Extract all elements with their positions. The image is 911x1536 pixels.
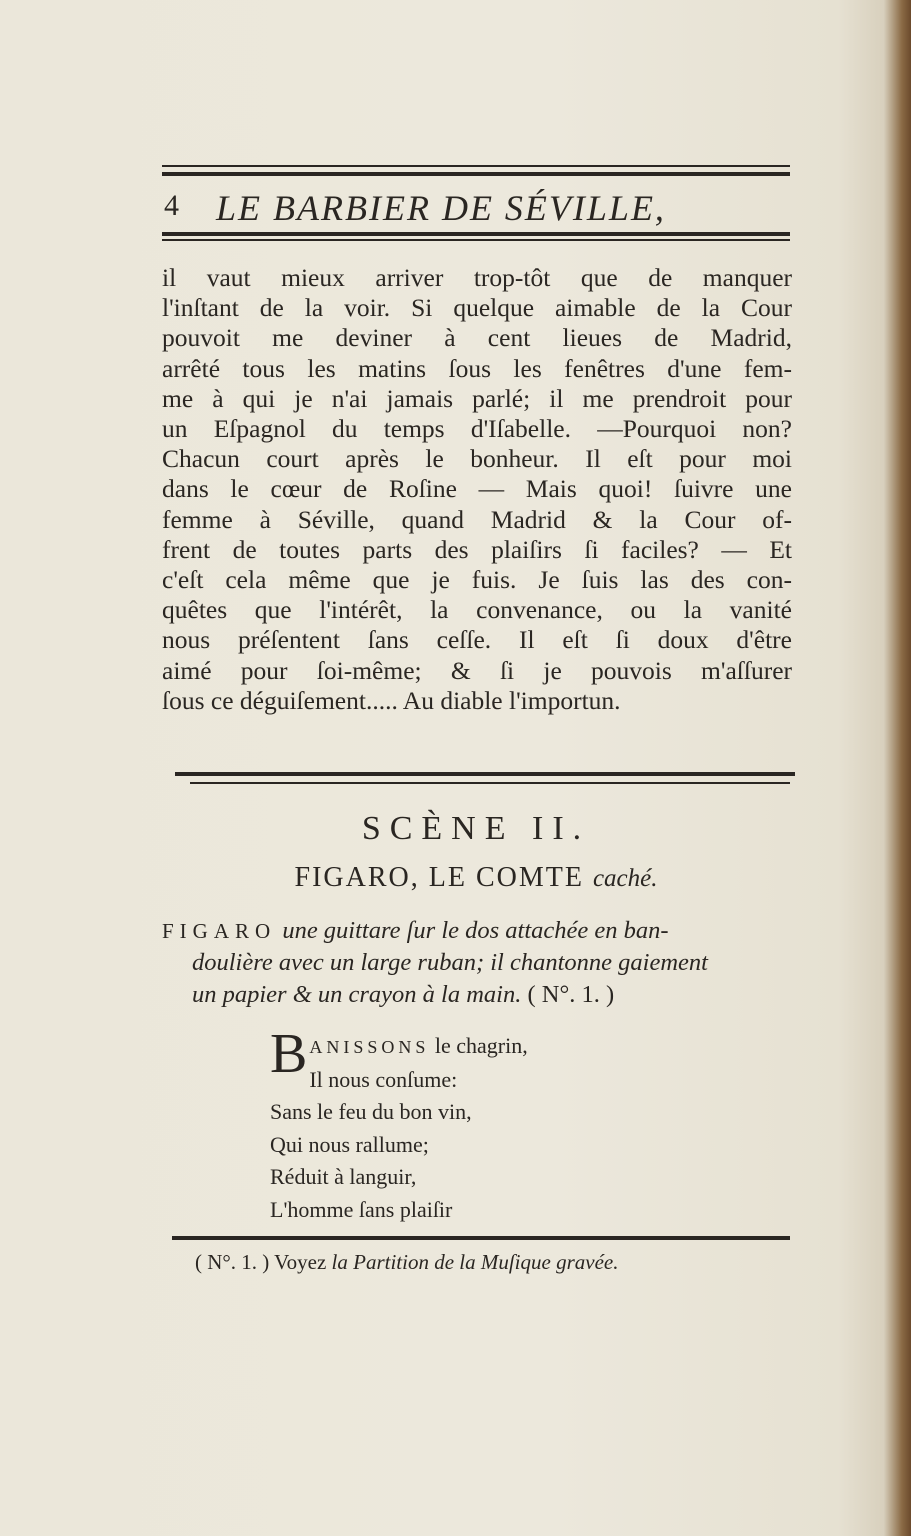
prose-line: l'inſtant de la voir. Si quelque aimable de la Cour <box>162 293 792 323</box>
characters-note: caché. <box>592 865 658 892</box>
song-verse: L'homme ſans plaiſir <box>270 1196 453 1222</box>
header-rule-bottom-thin <box>162 239 790 241</box>
characters-names: FIGARO, LE COMTE <box>294 862 584 893</box>
prose-line: un Eſpagnol du temps d'Iſabelle. —Pourquoi non? <box>162 414 792 444</box>
speaker-name: FIGARO <box>162 919 277 943</box>
running-head <box>162 183 790 233</box>
header-rule-top <box>162 165 790 167</box>
prose-line: quêtes que l'intérêt, la convenance, ou la vanité <box>162 595 792 625</box>
prose-line: frent de toutes parts des plaiſirs ſi faciles? — Et <box>162 534 792 564</box>
prose-line: ſous ce déguiſement..... Au diable l'importun. <box>162 685 621 715</box>
direction-text: un papier & un crayon à la main. <box>192 981 522 1008</box>
footnote <box>195 1250 795 1275</box>
scene-rule-thin <box>190 782 790 784</box>
drop-cap: B <box>270 1023 308 1085</box>
stage-direction-line: doulière avec un large ruban; il chantonne gaiement <box>192 949 708 976</box>
header-rule-bottom <box>162 232 790 236</box>
music-reference: ( N°. 1. ) <box>527 981 615 1008</box>
prose-line: me à qui je n'ai jamais parlé; il me prendroit pour <box>162 383 792 413</box>
stage-direction <box>162 915 792 1011</box>
prose-line: Chacun court après le bonheur. Il eſt pour moi <box>162 444 792 474</box>
direction-text: une guittare ſur le dos attachée en ban- <box>282 917 669 944</box>
running-title: LE BARBIER DE SÉVILLE, <box>216 188 666 228</box>
song-verses <box>270 1023 630 1226</box>
prose-paragraph <box>162 263 792 716</box>
footnote-ref: ( N°. 1. ) Voyez <box>195 1250 327 1274</box>
prose-line: il vaut mieux arriver trop-tôt que de manquer <box>162 263 792 292</box>
footnote-text: la Partition de la Muſique gravée. <box>331 1250 619 1274</box>
prose-line: aimé pour ſoi-même; & ſi je pouvois m'aſſurer <box>162 655 792 685</box>
song-verse: Il nous conſume: <box>309 1066 458 1092</box>
header-rule-top-thick <box>162 172 790 176</box>
scene-characters <box>162 862 790 894</box>
scene-rule-thick <box>175 772 795 776</box>
song-first-rest: le chagrin, <box>434 1033 528 1058</box>
prose-line: nous préſentent ſans ceſſe. Il eſt ſi doux d'être <box>162 625 792 655</box>
song-lead-word: ANISSONS <box>309 1037 430 1057</box>
song-verse: Qui nous rallume; <box>270 1131 429 1157</box>
footnote-rule <box>172 1236 790 1240</box>
scene-title: SCÈNE II. <box>361 810 591 847</box>
page-number: 4 <box>164 189 179 222</box>
song-verse: Réduit à languir, <box>270 1164 417 1189</box>
stage-direction-line <box>162 915 792 947</box>
prose-line: pouvoit me deviner à cent lieues de Madrid, <box>162 323 792 353</box>
prose-line: arrêté tous les matins ſous les fenêtres d'une fem- <box>162 353 792 383</box>
song-verse: Sans le feu du bon vin, <box>270 1099 472 1124</box>
prose-line: femme à Séville, quand Madrid & la Cour of- <box>162 504 792 534</box>
prose-line: dans le cœur de Roſine — Mais quoi! ſuivre une <box>162 474 792 504</box>
prose-line: c'eſt cela même que je fuis. Je ſuis las des con- <box>162 565 792 595</box>
stage-direction-line <box>162 979 792 1011</box>
